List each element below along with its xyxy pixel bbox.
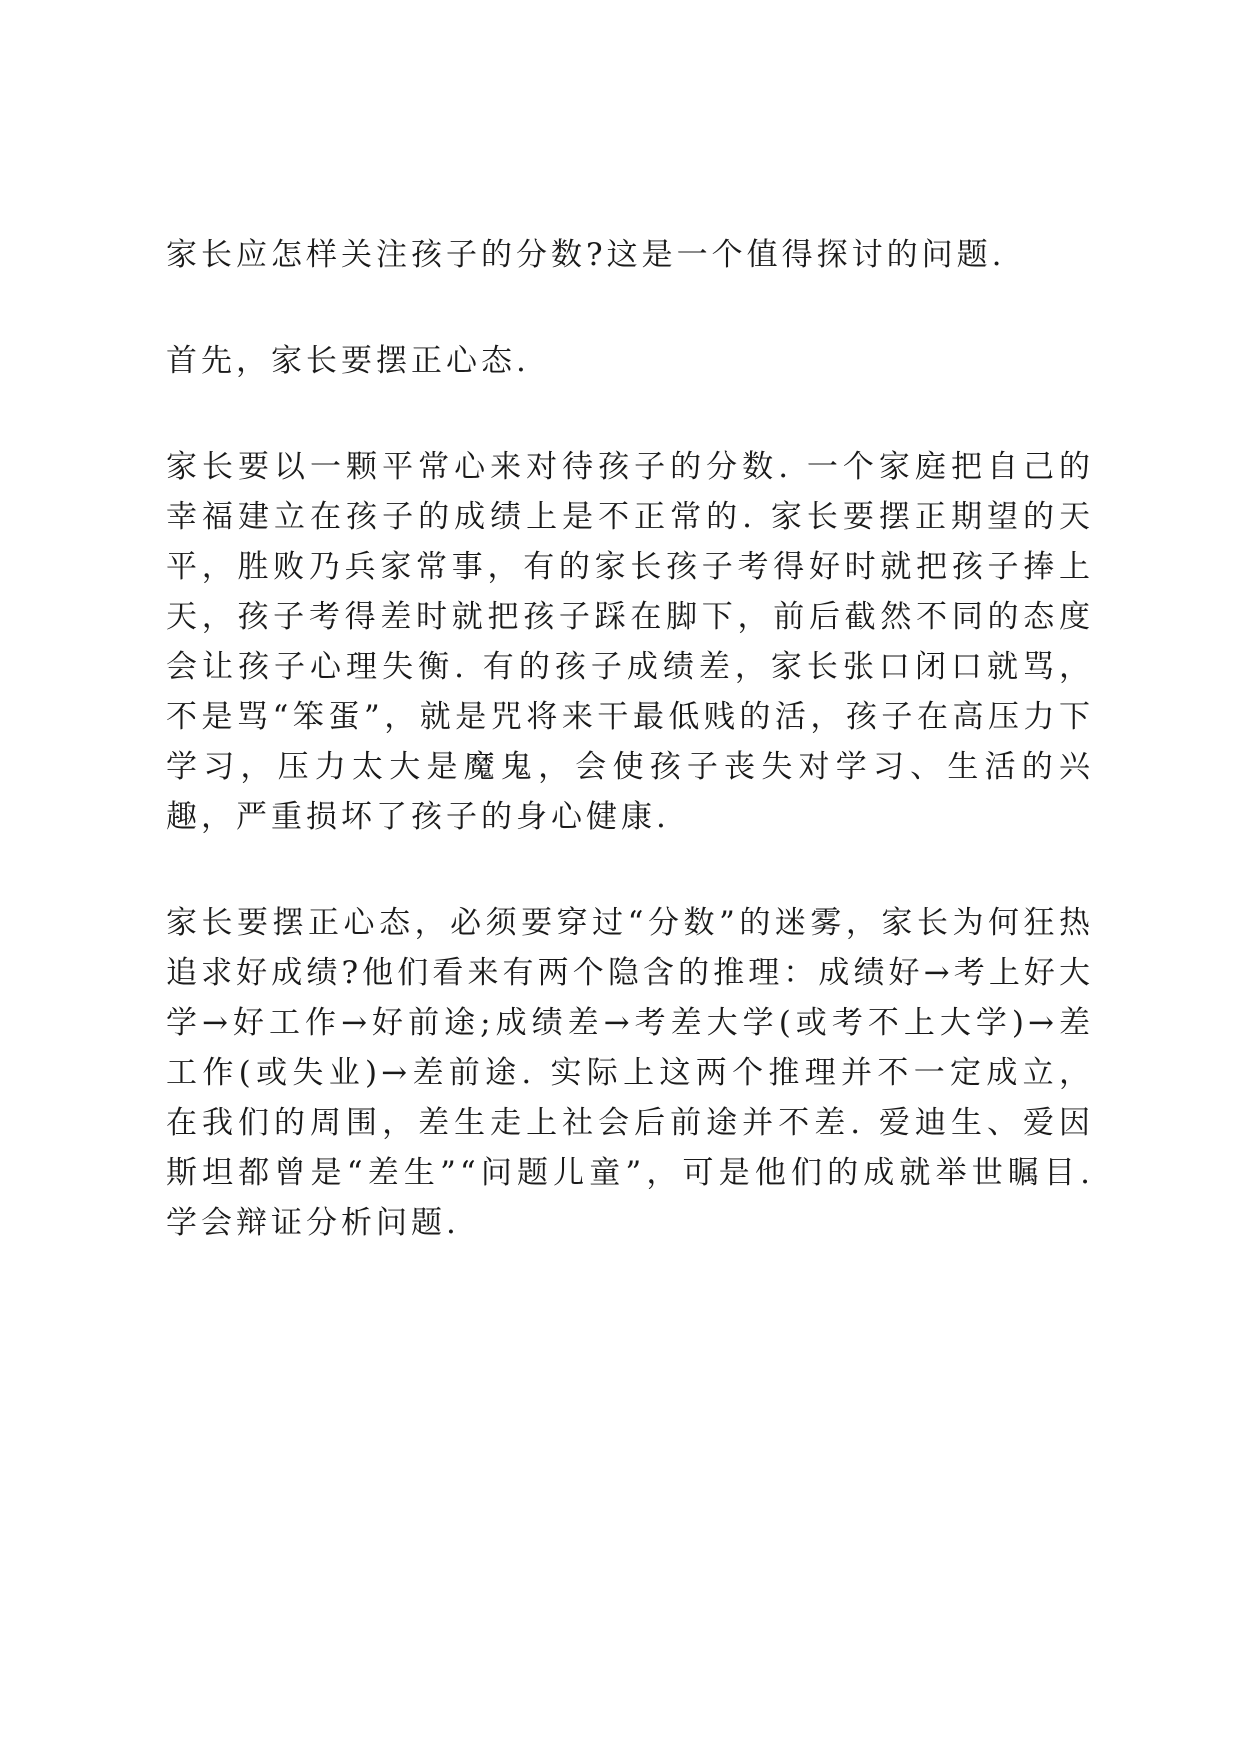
paragraph-intro-question: 家长应怎样关注孩子的分数?这是一个值得探讨的问题.: [166, 237, 1006, 273]
paragraph-first-point: 首先，家长要摆正心态.: [166, 343, 530, 379]
paragraph-attitude: 家长要以一颗平常心来对待孩子的分数. 一个家庭把自己的幸福建立在孩子的成绩上是不正常的. 家长要摆正期望的天平，胜败乃兵家常事，有的家长孩子考得好时就把孩子捧上天，孩子考得差时就把孩子踩在脚下，前后截然不同的态度会让孩子心理失衡. 有的孩子成绩差，家长张口闭口就骂，不是骂“笨蛋”，就是咒将来干最低贱的活，孩子在高压力下学习，压力太大是魔鬼，会使孩子丧失对学习、生活的兴趣，严重损坏了孩子的身心健康.: [166, 449, 1094, 835]
document-body: [166, 230, 1094, 1304]
paragraph-score-fog: 家长要摆正心态，必须要穿过“分数”的迷雾，家长为何狂热追求好成绩?他们看来有两个隐含的推理：成绩好→考上好大学→好工作→好前途;成绩差→考差大学(或考不上大学)→差工作(或失业)→差前途. 实际上这两个推理并不一定成立，在我们的周围，差生走上社会后前途并不差. 爱迪生、爱因斯坦都曾是“差生”“问题儿童”，可是他们的成就举世瞩目. 学会辩证分析问题.: [166, 905, 1094, 1241]
